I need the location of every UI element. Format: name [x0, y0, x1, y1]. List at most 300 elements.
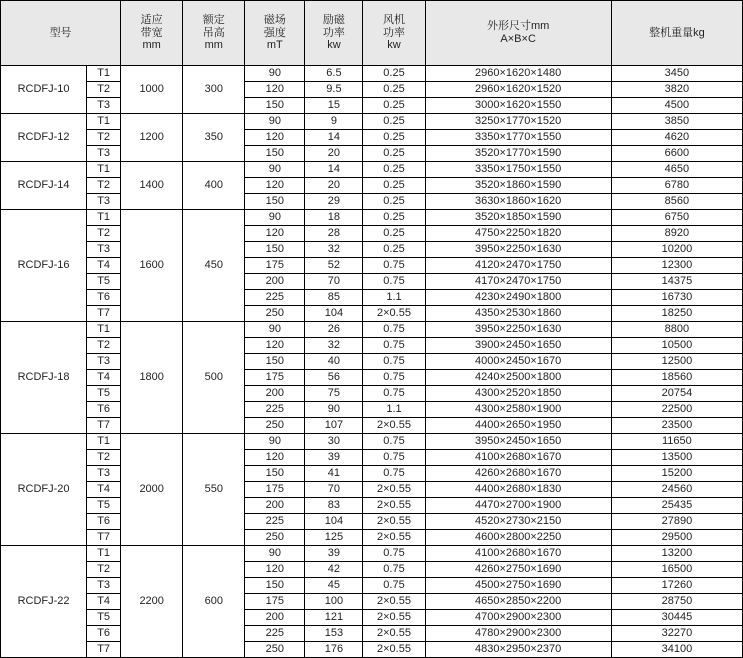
fan-power-cell: 1.1 — [363, 402, 425, 418]
magnetic-field-cell: 200 — [245, 274, 305, 290]
magnetic-field-cell: 90 — [245, 434, 305, 450]
fan-power-cell: 1.1 — [363, 290, 425, 306]
sub-model-cell: T6 — [87, 290, 121, 306]
fan-power-cell: 2×0.55 — [363, 530, 425, 546]
fan-power-cell: 0.75 — [363, 562, 425, 578]
dimension-cell: 2960×1620×1520 — [425, 82, 611, 98]
dimension-cell: 4100×2680×1670 — [425, 546, 611, 562]
weight-cell: 6600 — [611, 146, 742, 162]
fan-power-cell: 0.25 — [363, 178, 425, 194]
weight-cell: 17260 — [611, 578, 742, 594]
fan-power-cell: 0.25 — [363, 162, 425, 178]
sub-model-cell: T5 — [87, 274, 121, 290]
exciting-power-cell: 90 — [305, 402, 363, 418]
weight-cell: 18560 — [611, 370, 742, 386]
header-magnetic-field-unit: mT — [266, 39, 283, 52]
belt-width-cell: 1400 — [121, 162, 183, 210]
exciting-power-cell: 40 — [305, 354, 363, 370]
header-exciting-power-line1: 励磁 — [322, 14, 345, 27]
table-body — [1, 66, 743, 658]
fan-power-cell: 2×0.55 — [363, 482, 425, 498]
magnetic-field-cell: 150 — [245, 146, 305, 162]
exciting-power-cell: 32 — [305, 338, 363, 354]
table-row — [1, 194, 743, 210]
table-row — [1, 450, 743, 466]
magnetic-field-cell: 90 — [245, 546, 305, 562]
sub-model-cell: T5 — [87, 610, 121, 626]
dimension-cell: 4300×2520×1850 — [425, 386, 611, 402]
header-lift-height-unit: mm — [204, 39, 223, 52]
model-cell: RCDFJ-12 — [1, 114, 87, 162]
table-row — [1, 498, 743, 514]
table-row — [1, 114, 743, 130]
sub-model-cell: T1 — [87, 210, 121, 226]
fan-power-cell: 0.25 — [363, 98, 425, 114]
table-row — [1, 642, 743, 658]
magnetic-field-cell: 120 — [245, 226, 305, 242]
table-row — [1, 66, 743, 82]
magnetic-field-cell: 250 — [245, 642, 305, 658]
table-row — [1, 162, 743, 178]
sub-model-cell: T2 — [87, 338, 121, 354]
magnetic-field-cell: 150 — [245, 354, 305, 370]
header-lift-height — [183, 1, 245, 66]
sub-model-cell: T5 — [87, 386, 121, 402]
sub-model-cell: T1 — [87, 546, 121, 562]
exciting-power-cell: 30 — [305, 434, 363, 450]
dimension-cell: 4260×2750×1690 — [425, 562, 611, 578]
header-magnetic-field-line1: 磁场 — [263, 14, 286, 27]
dimension-cell: 3950×2250×1630 — [425, 242, 611, 258]
exciting-power-cell: 29 — [305, 194, 363, 210]
fan-power-cell: 0.25 — [363, 146, 425, 162]
table-row — [1, 386, 743, 402]
sub-model-cell: T3 — [87, 578, 121, 594]
magnetic-field-cell: 225 — [245, 402, 305, 418]
dimension-cell: 4500×2750×1690 — [425, 578, 611, 594]
table-row — [1, 98, 743, 114]
dimension-cell: 4780×2900×2300 — [425, 626, 611, 642]
fan-power-cell: 0.75 — [363, 274, 425, 290]
magnetic-field-cell: 175 — [245, 482, 305, 498]
header-dimensions-line1: 外形尺寸mm — [486, 20, 550, 33]
header-fan-power-unit: kw — [387, 39, 401, 52]
weight-cell: 30445 — [611, 610, 742, 626]
exciting-power-cell: 85 — [305, 290, 363, 306]
table-row — [1, 322, 743, 338]
exciting-power-cell: 9.5 — [305, 82, 363, 98]
table-header — [1, 1, 743, 66]
dimension-cell: 4600×2800×2250 — [425, 530, 611, 546]
sub-model-cell: T4 — [87, 370, 121, 386]
exciting-power-cell: 52 — [305, 258, 363, 274]
sub-model-cell: T7 — [87, 530, 121, 546]
fan-power-cell: 2×0.55 — [363, 642, 425, 658]
dimension-cell: 3950×2450×1650 — [425, 434, 611, 450]
exciting-power-cell: 42 — [305, 562, 363, 578]
header-dimensions-line2: A×B×C — [500, 33, 536, 45]
fan-power-cell: 0.25 — [363, 210, 425, 226]
table-row — [1, 226, 743, 242]
fan-power-cell: 0.75 — [363, 370, 425, 386]
fan-power-cell: 2×0.55 — [363, 306, 425, 322]
header-total-weight: 整机重量kg — [611, 1, 742, 66]
weight-cell: 3450 — [611, 66, 742, 82]
sub-model-cell: T1 — [87, 162, 121, 178]
header-magnetic-field — [245, 1, 305, 66]
magnetic-field-cell: 120 — [245, 338, 305, 354]
exciting-power-cell: 83 — [305, 498, 363, 514]
sub-model-cell: T2 — [87, 450, 121, 466]
dimension-cell: 4120×2470×1750 — [425, 258, 611, 274]
magnetic-field-cell: 120 — [245, 562, 305, 578]
table-row — [1, 290, 743, 306]
exciting-power-cell: 39 — [305, 450, 363, 466]
model-cell: RCDFJ-14 — [1, 162, 87, 210]
exciting-power-cell: 75 — [305, 386, 363, 402]
table-row — [1, 418, 743, 434]
fan-power-cell: 0.25 — [363, 130, 425, 146]
exciting-power-cell: 70 — [305, 482, 363, 498]
weight-cell: 13500 — [611, 450, 742, 466]
magnetic-field-cell: 225 — [245, 514, 305, 530]
dimension-cell: 4350×2530×1860 — [425, 306, 611, 322]
lift-height-cell: 300 — [183, 66, 245, 114]
sub-model-cell: T1 — [87, 322, 121, 338]
exciting-power-cell: 18 — [305, 210, 363, 226]
table-row — [1, 338, 743, 354]
fan-power-cell: 0.25 — [363, 66, 425, 82]
sub-model-cell: T2 — [87, 178, 121, 194]
sub-model-cell: T1 — [87, 114, 121, 130]
exciting-power-cell: 28 — [305, 226, 363, 242]
weight-cell: 18250 — [611, 306, 742, 322]
magnetic-field-cell: 225 — [245, 290, 305, 306]
sub-model-cell: T6 — [87, 626, 121, 642]
magnetic-field-cell: 120 — [245, 82, 305, 98]
exciting-power-cell: 56 — [305, 370, 363, 386]
sub-model-cell: T7 — [87, 418, 121, 434]
lift-height-cell: 500 — [183, 322, 245, 434]
sub-model-cell: T7 — [87, 306, 121, 322]
weight-cell: 14375 — [611, 274, 742, 290]
fan-power-cell: 0.75 — [363, 258, 425, 274]
table-row — [1, 274, 743, 290]
weight-cell: 28750 — [611, 594, 742, 610]
sub-model-cell: T5 — [87, 498, 121, 514]
weight-cell: 12500 — [611, 354, 742, 370]
fan-power-cell: 0.75 — [363, 434, 425, 450]
belt-width-cell: 1000 — [121, 66, 183, 114]
exciting-power-cell: 20 — [305, 146, 363, 162]
dimension-cell: 4300×2580×1900 — [425, 402, 611, 418]
header-fan-power-line1: 风机 — [382, 14, 405, 27]
table-row — [1, 482, 743, 498]
exciting-power-cell: 20 — [305, 178, 363, 194]
weight-cell: 4620 — [611, 130, 742, 146]
dimension-cell: 3350×1770×1550 — [425, 130, 611, 146]
fan-power-cell: 0.25 — [363, 194, 425, 210]
magnetic-field-cell: 175 — [245, 370, 305, 386]
weight-cell: 16500 — [611, 562, 742, 578]
magnetic-field-cell: 150 — [245, 194, 305, 210]
dimension-cell: 4400×2680×1830 — [425, 482, 611, 498]
weight-cell: 22500 — [611, 402, 742, 418]
fan-power-cell: 0.75 — [363, 546, 425, 562]
header-exciting-power-unit: kw — [327, 39, 341, 52]
magnetic-field-cell: 175 — [245, 594, 305, 610]
lift-height-cell: 550 — [183, 434, 245, 546]
dimension-cell: 4000×2450×1670 — [425, 354, 611, 370]
table-row — [1, 610, 743, 626]
sub-model-cell: T3 — [87, 354, 121, 370]
dimension-cell: 4230×2490×1800 — [425, 290, 611, 306]
dimension-cell: 3520×1770×1590 — [425, 146, 611, 162]
sub-model-cell: T3 — [87, 146, 121, 162]
fan-power-cell: 2×0.55 — [363, 498, 425, 514]
dimension-cell: 4100×2680×1670 — [425, 450, 611, 466]
magnetic-field-cell: 250 — [245, 418, 305, 434]
fan-power-cell: 0.75 — [363, 466, 425, 482]
sub-model-cell: T1 — [87, 434, 121, 450]
dimension-cell: 3630×1860×1620 — [425, 194, 611, 210]
exciting-power-cell: 104 — [305, 514, 363, 530]
model-cell: RCDFJ-10 — [1, 66, 87, 114]
dimension-cell: 3520×1850×1590 — [425, 210, 611, 226]
header-belt-width-line1: 适应 — [140, 14, 163, 27]
weight-cell: 10200 — [611, 242, 742, 258]
fan-power-cell: 2×0.55 — [363, 610, 425, 626]
weight-cell: 24560 — [611, 482, 742, 498]
fan-power-cell: 2×0.55 — [363, 626, 425, 642]
header-row — [1, 1, 743, 66]
table-row — [1, 434, 743, 450]
weight-cell: 8800 — [611, 322, 742, 338]
lift-height-cell: 450 — [183, 210, 245, 322]
table-row — [1, 178, 743, 194]
magnetic-field-cell: 150 — [245, 98, 305, 114]
sub-model-cell: T2 — [87, 226, 121, 242]
table-row — [1, 130, 743, 146]
exciting-power-cell: 32 — [305, 242, 363, 258]
magnetic-field-cell: 120 — [245, 130, 305, 146]
table-row — [1, 402, 743, 418]
dimension-cell: 4400×2650×1950 — [425, 418, 611, 434]
weight-cell: 25435 — [611, 498, 742, 514]
dimension-cell: 3520×1860×1590 — [425, 178, 611, 194]
weight-cell: 12300 — [611, 258, 742, 274]
header-fan-power-line2: 功率 — [382, 26, 405, 39]
table-row — [1, 578, 743, 594]
weight-cell: 23500 — [611, 418, 742, 434]
lift-height-cell: 600 — [183, 546, 245, 658]
sub-model-cell: T2 — [87, 562, 121, 578]
lift-height-cell: 400 — [183, 162, 245, 210]
sub-model-cell: T6 — [87, 514, 121, 530]
exciting-power-cell: 125 — [305, 530, 363, 546]
dimension-cell: 2960×1620×1480 — [425, 66, 611, 82]
fan-power-cell: 0.75 — [363, 322, 425, 338]
header-belt-width-unit: mm — [142, 39, 161, 52]
fan-power-cell: 0.75 — [363, 338, 425, 354]
model-cell: RCDFJ-20 — [1, 434, 87, 546]
magnetic-field-cell: 150 — [245, 466, 305, 482]
model-cell: RCDFJ-22 — [1, 546, 87, 658]
magnetic-field-cell: 250 — [245, 306, 305, 322]
magnetic-field-cell: 90 — [245, 162, 305, 178]
header-exciting-power-line2: 功率 — [322, 26, 345, 39]
table-row — [1, 562, 743, 578]
sub-model-cell: T3 — [87, 466, 121, 482]
exciting-power-cell: 39 — [305, 546, 363, 562]
dimension-cell: 3950×2250×1630 — [425, 322, 611, 338]
fan-power-cell: 0.25 — [363, 82, 425, 98]
table-row — [1, 370, 743, 386]
table-row — [1, 546, 743, 562]
table-row — [1, 530, 743, 546]
weight-cell: 10500 — [611, 338, 742, 354]
exciting-power-cell: 121 — [305, 610, 363, 626]
belt-width-cell: 1600 — [121, 210, 183, 322]
sub-model-cell: T3 — [87, 194, 121, 210]
weight-cell: 32270 — [611, 626, 742, 642]
table-row — [1, 626, 743, 642]
exciting-power-cell: 26 — [305, 322, 363, 338]
dimension-cell: 4750×2250×1820 — [425, 226, 611, 242]
sub-model-cell: T3 — [87, 242, 121, 258]
header-magnetic-field-line2: 强度 — [263, 26, 286, 39]
sub-model-cell: T4 — [87, 482, 121, 498]
weight-cell: 15200 — [611, 466, 742, 482]
weight-cell: 3850 — [611, 114, 742, 130]
table-row — [1, 82, 743, 98]
weight-cell: 34100 — [611, 642, 742, 658]
header-model: 型号 — [1, 1, 121, 66]
exciting-power-cell: 6.5 — [305, 66, 363, 82]
dimension-cell: 4260×2680×1670 — [425, 466, 611, 482]
exciting-power-cell: 14 — [305, 130, 363, 146]
dimension-cell: 3350×1750×1550 — [425, 162, 611, 178]
fan-power-cell: 0.75 — [363, 354, 425, 370]
dimension-cell: 4170×2470×1750 — [425, 274, 611, 290]
magnetic-field-cell: 150 — [245, 578, 305, 594]
sub-model-cell: T4 — [87, 594, 121, 610]
dimension-cell: 3250×1770×1520 — [425, 114, 611, 130]
table-row — [1, 466, 743, 482]
exciting-power-cell: 107 — [305, 418, 363, 434]
table-row — [1, 354, 743, 370]
header-fan-power — [363, 1, 425, 66]
fan-power-cell: 0.25 — [363, 242, 425, 258]
dimension-cell: 4650×2850×2200 — [425, 594, 611, 610]
belt-width-cell: 2200 — [121, 546, 183, 658]
table-row — [1, 306, 743, 322]
table-row — [1, 242, 743, 258]
exciting-power-cell: 104 — [305, 306, 363, 322]
dimension-cell: 3900×2450×1650 — [425, 338, 611, 354]
exciting-power-cell: 153 — [305, 626, 363, 642]
model-cell: RCDFJ-18 — [1, 322, 87, 434]
fan-power-cell: 0.25 — [363, 226, 425, 242]
magnetic-field-cell: 90 — [245, 66, 305, 82]
weight-cell: 16730 — [611, 290, 742, 306]
fan-power-cell: 0.75 — [363, 578, 425, 594]
magnetic-field-cell: 175 — [245, 258, 305, 274]
header-dimensions — [425, 1, 611, 66]
sub-model-cell: T7 — [87, 642, 121, 658]
weight-cell: 11650 — [611, 434, 742, 450]
lift-height-cell: 350 — [183, 114, 245, 162]
magnetic-field-cell: 90 — [245, 322, 305, 338]
fan-power-cell: 2×0.55 — [363, 514, 425, 530]
weight-cell: 8560 — [611, 194, 742, 210]
exciting-power-cell: 15 — [305, 98, 363, 114]
weight-cell: 29500 — [611, 530, 742, 546]
exciting-power-cell: 176 — [305, 642, 363, 658]
table-row — [1, 594, 743, 610]
magnetic-field-cell: 120 — [245, 178, 305, 194]
header-lift-height-line2: 吊高 — [202, 26, 225, 39]
model-cell: RCDFJ-16 — [1, 210, 87, 322]
magnetic-field-cell: 200 — [245, 386, 305, 402]
exciting-power-cell: 70 — [305, 274, 363, 290]
dimension-cell: 4470×2700×1900 — [425, 498, 611, 514]
weight-cell: 3820 — [611, 82, 742, 98]
fan-power-cell: 0.75 — [363, 386, 425, 402]
belt-width-cell: 1800 — [121, 322, 183, 434]
weight-cell: 20754 — [611, 386, 742, 402]
magnetic-field-cell: 200 — [245, 498, 305, 514]
magnetic-field-cell: 120 — [245, 450, 305, 466]
fan-power-cell: 2×0.55 — [363, 594, 425, 610]
weight-cell: 4500 — [611, 98, 742, 114]
magnetic-field-cell: 250 — [245, 530, 305, 546]
sub-model-cell: T3 — [87, 98, 121, 114]
table-row — [1, 258, 743, 274]
header-lift-height-line1: 额定 — [202, 14, 225, 27]
exciting-power-cell: 45 — [305, 578, 363, 594]
belt-width-cell: 1200 — [121, 114, 183, 162]
exciting-power-cell: 41 — [305, 466, 363, 482]
dimension-cell: 3000×1620×1550 — [425, 98, 611, 114]
header-belt-width-line2: 带宽 — [140, 26, 163, 39]
weight-cell: 13200 — [611, 546, 742, 562]
sub-model-cell: T4 — [87, 258, 121, 274]
magnetic-field-cell: 150 — [245, 242, 305, 258]
dimension-cell: 4520×2730×2150 — [425, 514, 611, 530]
magnetic-field-cell: 225 — [245, 626, 305, 642]
magnetic-field-cell: 200 — [245, 610, 305, 626]
sub-model-cell: T6 — [87, 402, 121, 418]
weight-cell: 6780 — [611, 178, 742, 194]
magnetic-field-cell: 90 — [245, 114, 305, 130]
table-row — [1, 514, 743, 530]
exciting-power-cell: 100 — [305, 594, 363, 610]
fan-power-cell: 2×0.55 — [363, 418, 425, 434]
dimension-cell: 4240×2500×1800 — [425, 370, 611, 386]
table-row — [1, 210, 743, 226]
dimension-cell: 4700×2900×2300 — [425, 610, 611, 626]
belt-width-cell: 2000 — [121, 434, 183, 546]
header-belt-width — [121, 1, 183, 66]
weight-cell: 27890 — [611, 514, 742, 530]
header-exciting-power — [305, 1, 363, 66]
fan-power-cell: 0.25 — [363, 114, 425, 130]
dimension-cell: 4830×2950×2370 — [425, 642, 611, 658]
magnetic-field-cell: 90 — [245, 210, 305, 226]
exciting-power-cell: 14 — [305, 162, 363, 178]
table-row — [1, 146, 743, 162]
